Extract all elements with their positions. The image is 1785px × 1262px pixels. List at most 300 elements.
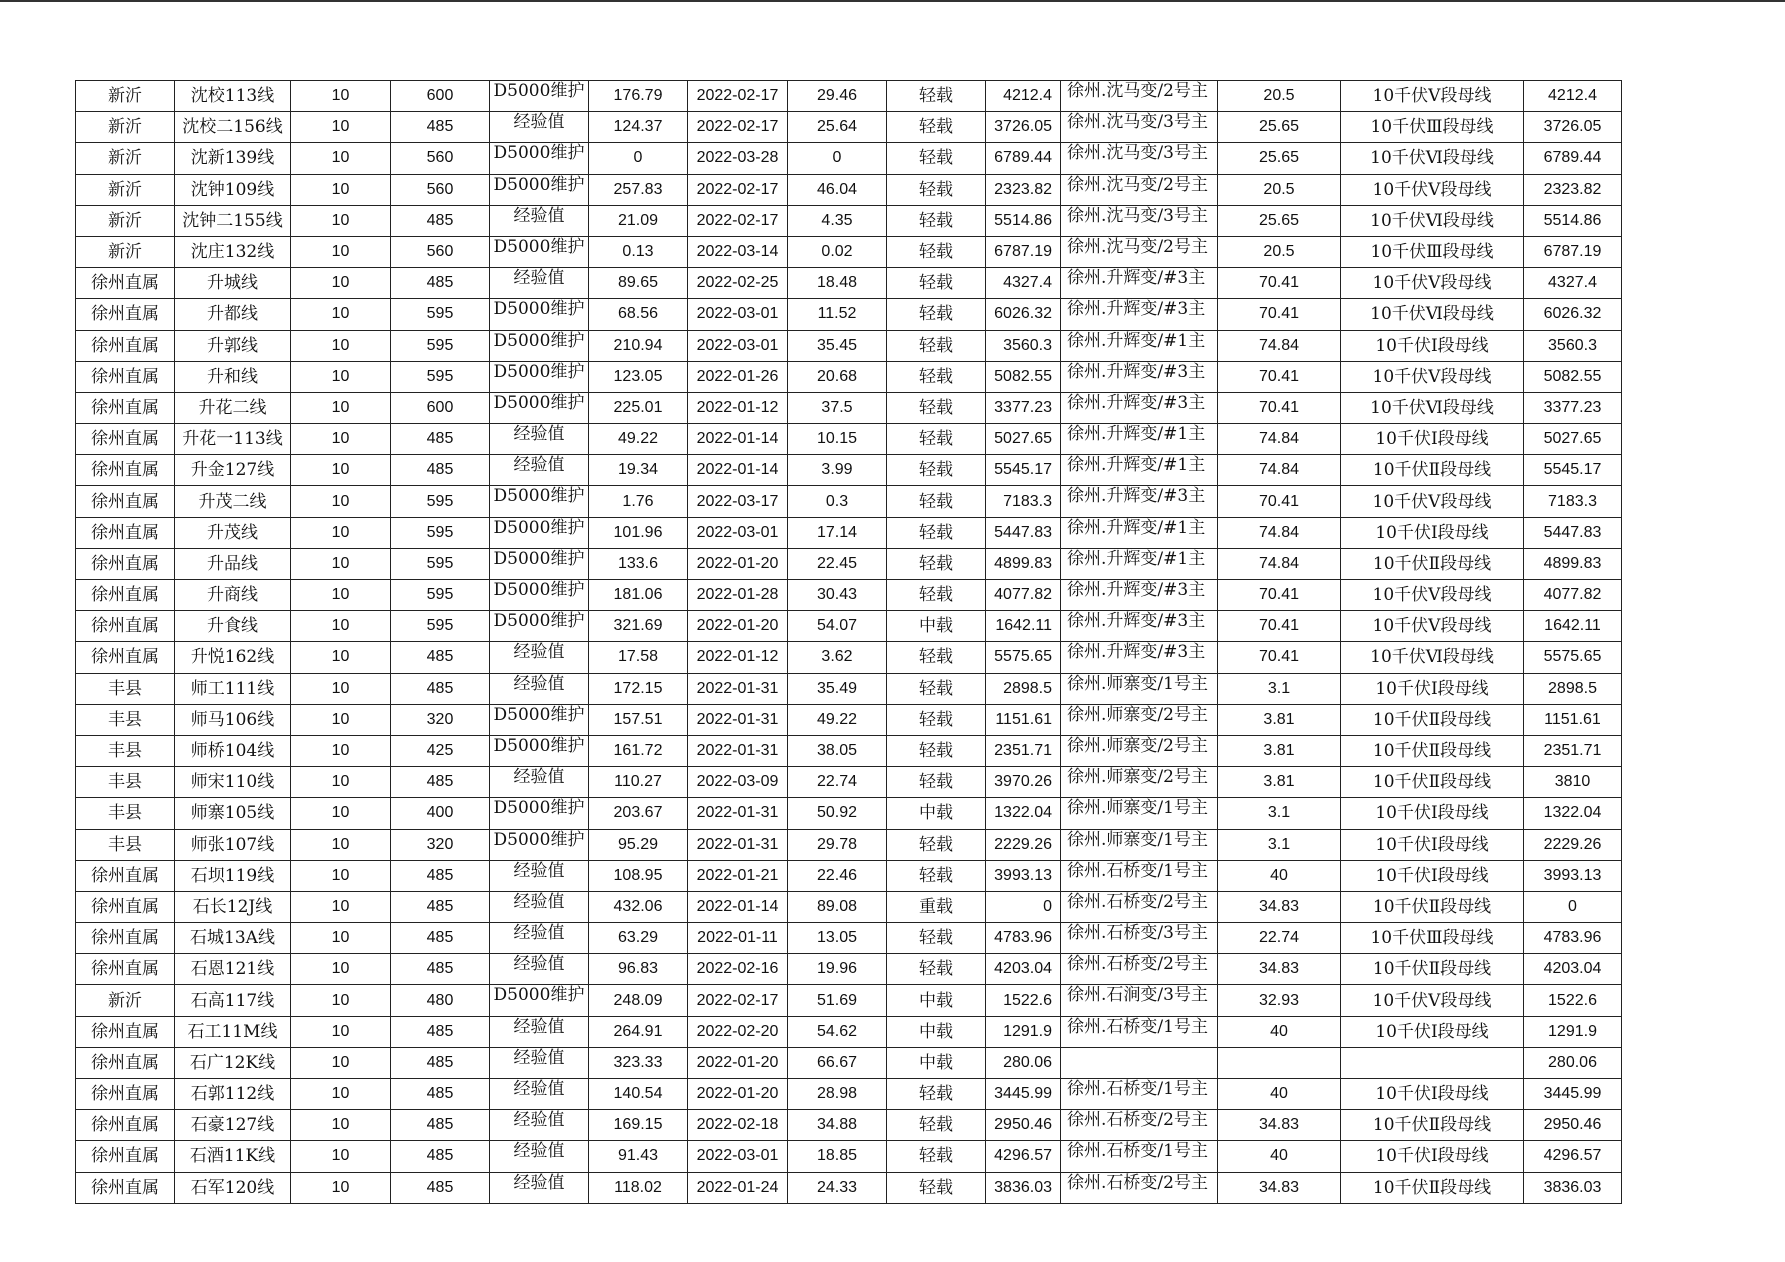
remaining-capacity-cell: 3377.23 — [986, 392, 1061, 423]
line-name-cell: 石广12K线 — [175, 1047, 291, 1078]
transformer-load-cell: 34.83 — [1218, 954, 1341, 985]
current-value-cell: 176.79 — [589, 81, 688, 112]
table-row — [76, 174, 1622, 205]
transformer-load-cell: 74.84 — [1218, 517, 1341, 548]
available-capacity-cell: 4899.83 — [1524, 548, 1622, 579]
rated-current-cell: 595 — [391, 611, 490, 642]
substation-transformer-cell: 徐州.沈马变/3号主 — [1061, 143, 1218, 174]
date-cell: 2022-02-17 — [688, 81, 788, 112]
rated-current-cell: 485 — [391, 1172, 490, 1203]
remaining-capacity-cell: 6026.32 — [986, 299, 1061, 330]
load-status-cell: 轻载 — [887, 486, 986, 517]
load-status-cell: 轻载 — [887, 580, 986, 611]
current-value-cell: 91.43 — [589, 1141, 688, 1172]
load-rate-cell: 13.05 — [788, 923, 887, 954]
transformer-load-cell: 34.83 — [1218, 1110, 1341, 1141]
transformer-load-cell: 34.83 — [1218, 1172, 1341, 1203]
remaining-capacity-cell: 4327.4 — [986, 268, 1061, 299]
busbar-cell: 10千伏Ⅲ段母线 — [1341, 923, 1524, 954]
busbar-cell: 10千伏Ⅱ段母线 — [1341, 1110, 1524, 1141]
rated-current-cell: 485 — [391, 1110, 490, 1141]
busbar-cell: 10千伏Ⅰ段母线 — [1341, 673, 1524, 704]
remaining-capacity-cell: 1151.61 — [986, 704, 1061, 735]
load-rate-cell: 3.62 — [788, 642, 887, 673]
transformer-load-cell: 3.81 — [1218, 704, 1341, 735]
line-name-cell: 升茂线 — [175, 517, 291, 548]
transformer-load-cell: 20.5 — [1218, 236, 1341, 267]
busbar-cell: 10千伏Ⅱ段母线 — [1341, 954, 1524, 985]
line-name-cell: 沈庄132线 — [175, 236, 291, 267]
voltage-cell: 10 — [291, 735, 391, 766]
company-cell: 徐州直属 — [76, 891, 175, 922]
voltage-cell: 10 — [291, 1016, 391, 1047]
remaining-capacity-cell: 2351.71 — [986, 735, 1061, 766]
busbar-cell: 10千伏Ⅴ段母线 — [1341, 81, 1524, 112]
voltage-cell: 10 — [291, 548, 391, 579]
source-type-cell: 经验值 — [490, 1016, 589, 1047]
remaining-capacity-cell: 3993.13 — [986, 860, 1061, 891]
table-row — [76, 1016, 1622, 1047]
substation-transformer-cell: 徐州.升辉变/#3主 — [1061, 268, 1218, 299]
voltage-cell: 10 — [291, 580, 391, 611]
busbar-cell: 10千伏Ⅱ段母线 — [1341, 1172, 1524, 1203]
busbar-cell: 10千伏Ⅱ段母线 — [1341, 455, 1524, 486]
remaining-capacity-cell: 4899.83 — [986, 548, 1061, 579]
line-name-cell: 石工11M线 — [175, 1016, 291, 1047]
substation-transformer-cell: 徐州.升辉变/#1主 — [1061, 330, 1218, 361]
table-row — [76, 517, 1622, 548]
rated-current-cell: 480 — [391, 985, 490, 1016]
table-row — [76, 486, 1622, 517]
voltage-cell: 10 — [291, 81, 391, 112]
rated-current-cell: 485 — [391, 673, 490, 704]
busbar-cell: 10千伏Ⅰ段母线 — [1341, 1141, 1524, 1172]
line-name-cell: 师桥104线 — [175, 735, 291, 766]
available-capacity-cell: 2950.46 — [1524, 1110, 1622, 1141]
remaining-capacity-cell: 4296.57 — [986, 1141, 1061, 1172]
load-status-cell: 中载 — [887, 1016, 986, 1047]
line-name-cell: 师马106线 — [175, 704, 291, 735]
busbar-cell: 10千伏Ⅵ段母线 — [1341, 205, 1524, 236]
date-cell: 2022-03-01 — [688, 517, 788, 548]
load-rate-cell: 11.52 — [788, 299, 887, 330]
source-type-cell: D5000维护 — [490, 548, 589, 579]
source-type-cell: 经验值 — [490, 455, 589, 486]
remaining-capacity-cell: 2229.26 — [986, 829, 1061, 860]
line-name-cell: 升花二线 — [175, 392, 291, 423]
table-row — [76, 143, 1622, 174]
voltage-cell: 10 — [291, 268, 391, 299]
line-name-cell: 师张107线 — [175, 829, 291, 860]
available-capacity-cell: 1322.04 — [1524, 798, 1622, 829]
company-cell: 徐州直属 — [76, 424, 175, 455]
transformer-load-cell: 40 — [1218, 1016, 1341, 1047]
date-cell: 2022-02-17 — [688, 112, 788, 143]
available-capacity-cell: 5082.55 — [1524, 361, 1622, 392]
table-row — [76, 985, 1622, 1016]
voltage-cell: 10 — [291, 1079, 391, 1110]
available-capacity-cell: 4077.82 — [1524, 580, 1622, 611]
company-cell: 徐州直属 — [76, 361, 175, 392]
date-cell: 2022-01-12 — [688, 642, 788, 673]
available-capacity-cell: 3726.05 — [1524, 112, 1622, 143]
load-rate-cell: 4.35 — [788, 205, 887, 236]
rated-current-cell: 485 — [391, 860, 490, 891]
line-name-cell: 升城线 — [175, 268, 291, 299]
voltage-cell: 10 — [291, 236, 391, 267]
source-type-cell: D5000维护 — [490, 985, 589, 1016]
load-status-cell: 轻载 — [887, 1079, 986, 1110]
table-row — [76, 361, 1622, 392]
remaining-capacity-cell: 4077.82 — [986, 580, 1061, 611]
source-type-cell: D5000维护 — [490, 392, 589, 423]
date-cell: 2022-01-31 — [688, 829, 788, 860]
voltage-cell: 10 — [291, 330, 391, 361]
table-row — [76, 735, 1622, 766]
load-rate-cell: 19.96 — [788, 954, 887, 985]
transformer-load-cell: 70.41 — [1218, 611, 1341, 642]
substation-transformer-cell: 徐州.沈马变/3号主 — [1061, 112, 1218, 143]
rated-current-cell: 485 — [391, 1016, 490, 1047]
transformer-load-cell: 70.41 — [1218, 642, 1341, 673]
substation-transformer-cell: 徐州.沈马变/3号主 — [1061, 205, 1218, 236]
rated-current-cell: 595 — [391, 580, 490, 611]
substation-transformer-cell: 徐州.升辉变/#3主 — [1061, 580, 1218, 611]
current-value-cell: 1.76 — [589, 486, 688, 517]
source-type-cell: 经验值 — [490, 923, 589, 954]
voltage-cell: 10 — [291, 923, 391, 954]
busbar-cell: 10千伏Ⅴ段母线 — [1341, 486, 1524, 517]
company-cell: 徐州直属 — [76, 517, 175, 548]
company-cell: 徐州直属 — [76, 642, 175, 673]
busbar-cell: 10千伏Ⅴ段母线 — [1341, 580, 1524, 611]
remaining-capacity-cell: 6789.44 — [986, 143, 1061, 174]
transformer-load-cell: 32.93 — [1218, 985, 1341, 1016]
current-value-cell: 203.67 — [589, 798, 688, 829]
current-value-cell: 89.65 — [589, 268, 688, 299]
voltage-cell: 10 — [291, 424, 391, 455]
transformer-load-cell: 40 — [1218, 860, 1341, 891]
remaining-capacity-cell: 5514.86 — [986, 205, 1061, 236]
current-value-cell: 157.51 — [589, 704, 688, 735]
rated-current-cell: 600 — [391, 392, 490, 423]
current-value-cell: 0 — [589, 143, 688, 174]
table-row — [76, 829, 1622, 860]
remaining-capacity-cell: 3560.3 — [986, 330, 1061, 361]
busbar-cell: 10千伏Ⅱ段母线 — [1341, 704, 1524, 735]
table-row — [76, 1172, 1622, 1203]
substation-transformer-cell: 徐州.升辉变/#1主 — [1061, 548, 1218, 579]
voltage-cell: 10 — [291, 798, 391, 829]
load-rate-cell: 46.04 — [788, 174, 887, 205]
company-cell: 徐州直属 — [76, 1141, 175, 1172]
source-type-cell: 经验值 — [490, 1172, 589, 1203]
table-row — [76, 891, 1622, 922]
transformer-load-cell: 70.41 — [1218, 361, 1341, 392]
rated-current-cell: 485 — [391, 112, 490, 143]
line-name-cell: 升悦162线 — [175, 642, 291, 673]
load-status-cell: 轻载 — [887, 424, 986, 455]
busbar-cell: 10千伏Ⅴ段母线 — [1341, 361, 1524, 392]
rated-current-cell: 595 — [391, 299, 490, 330]
current-value-cell: 101.96 — [589, 517, 688, 548]
rated-current-cell: 400 — [391, 798, 490, 829]
company-cell: 丰县 — [76, 829, 175, 860]
rated-current-cell: 485 — [391, 455, 490, 486]
substation-transformer-cell: 徐州.石桥变/2号主 — [1061, 1110, 1218, 1141]
company-cell: 丰县 — [76, 704, 175, 735]
load-status-cell: 轻载 — [887, 1110, 986, 1141]
rated-current-cell: 485 — [391, 424, 490, 455]
remaining-capacity-cell: 3836.03 — [986, 1172, 1061, 1203]
load-rate-cell: 54.07 — [788, 611, 887, 642]
table-row — [76, 954, 1622, 985]
current-value-cell: 17.58 — [589, 642, 688, 673]
substation-transformer-cell — [1061, 1047, 1218, 1078]
substation-transformer-cell: 徐州.沈马变/2号主 — [1061, 81, 1218, 112]
load-rate-cell: 54.62 — [788, 1016, 887, 1047]
load-status-cell: 轻载 — [887, 735, 986, 766]
busbar-cell: 10千伏Ⅰ段母线 — [1341, 829, 1524, 860]
busbar-cell: 10千伏Ⅰ段母线 — [1341, 798, 1524, 829]
date-cell: 2022-01-21 — [688, 860, 788, 891]
load-rate-cell: 38.05 — [788, 735, 887, 766]
rated-current-cell: 595 — [391, 361, 490, 392]
voltage-cell: 10 — [291, 143, 391, 174]
available-capacity-cell: 6787.19 — [1524, 236, 1622, 267]
source-type-cell: 经验值 — [490, 954, 589, 985]
rated-current-cell: 560 — [391, 236, 490, 267]
company-cell: 新沂 — [76, 236, 175, 267]
load-status-cell: 轻载 — [887, 299, 986, 330]
substation-transformer-cell: 徐州.升辉变/#3主 — [1061, 392, 1218, 423]
rated-current-cell: 560 — [391, 174, 490, 205]
remaining-capacity-cell: 5082.55 — [986, 361, 1061, 392]
rated-current-cell: 595 — [391, 548, 490, 579]
busbar-cell: 10千伏Ⅱ段母线 — [1341, 735, 1524, 766]
load-rate-cell: 0 — [788, 143, 887, 174]
transformer-load-cell: 70.41 — [1218, 486, 1341, 517]
current-value-cell: 0.13 — [589, 236, 688, 267]
source-type-cell: 经验值 — [490, 112, 589, 143]
table-row — [76, 798, 1622, 829]
current-value-cell: 181.06 — [589, 580, 688, 611]
load-rate-cell: 17.14 — [788, 517, 887, 548]
available-capacity-cell: 5447.83 — [1524, 517, 1622, 548]
load-status-cell: 轻载 — [887, 548, 986, 579]
busbar-cell: 10千伏Ⅴ段母线 — [1341, 174, 1524, 205]
source-type-cell: 经验值 — [490, 767, 589, 798]
available-capacity-cell: 280.06 — [1524, 1047, 1622, 1078]
transformer-load-cell: 74.84 — [1218, 455, 1341, 486]
busbar-cell: 10千伏Ⅰ段母线 — [1341, 860, 1524, 891]
transformer-load-cell: 40 — [1218, 1141, 1341, 1172]
company-cell: 新沂 — [76, 174, 175, 205]
date-cell: 2022-01-14 — [688, 424, 788, 455]
busbar-cell: 10千伏Ⅲ段母线 — [1341, 112, 1524, 143]
remaining-capacity-cell: 1322.04 — [986, 798, 1061, 829]
date-cell: 2022-03-17 — [688, 486, 788, 517]
source-type-cell: D5000维护 — [490, 361, 589, 392]
source-type-cell: D5000维护 — [490, 81, 589, 112]
date-cell: 2022-01-24 — [688, 1172, 788, 1203]
source-type-cell: 经验值 — [490, 424, 589, 455]
date-cell: 2022-02-16 — [688, 954, 788, 985]
load-status-cell: 中载 — [887, 1047, 986, 1078]
source-type-cell: 经验值 — [490, 673, 589, 704]
current-value-cell: 248.09 — [589, 985, 688, 1016]
current-value-cell: 19.34 — [589, 455, 688, 486]
available-capacity-cell: 4327.4 — [1524, 268, 1622, 299]
available-capacity-cell: 4296.57 — [1524, 1141, 1622, 1172]
line-name-cell: 石豪127线 — [175, 1110, 291, 1141]
date-cell: 2022-03-01 — [688, 330, 788, 361]
date-cell: 2022-01-12 — [688, 392, 788, 423]
source-type-cell: D5000维护 — [490, 486, 589, 517]
load-rate-cell: 20.68 — [788, 361, 887, 392]
available-capacity-cell: 4203.04 — [1524, 954, 1622, 985]
table-row — [76, 767, 1622, 798]
line-name-cell: 升品线 — [175, 548, 291, 579]
table-row — [76, 1047, 1622, 1078]
voltage-cell: 10 — [291, 174, 391, 205]
busbar-cell: 10千伏Ⅱ段母线 — [1341, 891, 1524, 922]
load-status-cell: 轻载 — [887, 330, 986, 361]
load-rate-cell: 66.67 — [788, 1047, 887, 1078]
rated-current-cell: 600 — [391, 81, 490, 112]
substation-transformer-cell: 徐州.师寨变/1号主 — [1061, 798, 1218, 829]
line-name-cell: 升都线 — [175, 299, 291, 330]
source-type-cell: 经验值 — [490, 891, 589, 922]
rated-current-cell: 485 — [391, 205, 490, 236]
remaining-capacity-cell: 1291.9 — [986, 1016, 1061, 1047]
date-cell: 2022-01-20 — [688, 1047, 788, 1078]
company-cell: 徐州直属 — [76, 268, 175, 299]
line-name-cell: 升茂二线 — [175, 486, 291, 517]
source-type-cell: D5000维护 — [490, 330, 589, 361]
voltage-cell: 10 — [291, 455, 391, 486]
load-status-cell: 中载 — [887, 611, 986, 642]
source-type-cell: 经验值 — [490, 268, 589, 299]
substation-transformer-cell: 徐州.师寨变/1号主 — [1061, 829, 1218, 860]
page-top-border — [0, 0, 1785, 2]
current-value-cell: 68.56 — [589, 299, 688, 330]
busbar-cell: 10千伏Ⅵ段母线 — [1341, 392, 1524, 423]
current-value-cell: 161.72 — [589, 735, 688, 766]
date-cell: 2022-01-20 — [688, 1079, 788, 1110]
line-name-cell: 石恩121线 — [175, 954, 291, 985]
available-capacity-cell: 3445.99 — [1524, 1079, 1622, 1110]
date-cell: 2022-01-31 — [688, 798, 788, 829]
voltage-cell: 10 — [291, 1047, 391, 1078]
rated-current-cell: 485 — [391, 1047, 490, 1078]
company-cell: 徐州直属 — [76, 1016, 175, 1047]
substation-transformer-cell: 徐州.师寨变/2号主 — [1061, 767, 1218, 798]
table-row — [76, 704, 1622, 735]
transformer-load-cell: 25.65 — [1218, 205, 1341, 236]
company-cell: 徐州直属 — [76, 1079, 175, 1110]
load-rate-cell: 22.74 — [788, 767, 887, 798]
transformer-load-cell: 70.41 — [1218, 580, 1341, 611]
voltage-cell: 10 — [291, 1110, 391, 1141]
substation-transformer-cell: 徐州.师寨变/1号主 — [1061, 673, 1218, 704]
line-name-cell: 石郭112线 — [175, 1079, 291, 1110]
substation-transformer-cell: 徐州.石涧变/3号主 — [1061, 985, 1218, 1016]
source-type-cell: D5000维护 — [490, 611, 589, 642]
table-row — [76, 424, 1622, 455]
table-row — [76, 611, 1622, 642]
line-name-cell: 沈钟二155线 — [175, 205, 291, 236]
load-rate-cell: 30.43 — [788, 580, 887, 611]
remaining-capacity-cell: 4783.96 — [986, 923, 1061, 954]
voltage-cell: 10 — [291, 985, 391, 1016]
rated-current-cell: 485 — [391, 767, 490, 798]
substation-transformer-cell: 徐州.升辉变/#3主 — [1061, 486, 1218, 517]
line-name-cell: 升和线 — [175, 361, 291, 392]
source-type-cell: 经验值 — [490, 1079, 589, 1110]
available-capacity-cell: 2898.5 — [1524, 673, 1622, 704]
voltage-cell: 10 — [291, 704, 391, 735]
date-cell: 2022-01-20 — [688, 548, 788, 579]
transformer-load-cell: 3.81 — [1218, 735, 1341, 766]
current-value-cell: 133.6 — [589, 548, 688, 579]
line-name-cell: 沈新139线 — [175, 143, 291, 174]
line-name-cell: 石高117线 — [175, 985, 291, 1016]
load-rate-cell: 49.22 — [788, 704, 887, 735]
current-value-cell: 118.02 — [589, 1172, 688, 1203]
date-cell: 2022-02-17 — [688, 985, 788, 1016]
table-row — [76, 860, 1622, 891]
source-type-cell: D5000维护 — [490, 735, 589, 766]
busbar-cell — [1341, 1047, 1524, 1078]
remaining-capacity-cell: 5447.83 — [986, 517, 1061, 548]
company-cell: 徐州直属 — [76, 1110, 175, 1141]
source-type-cell: D5000维护 — [490, 798, 589, 829]
company-cell: 新沂 — [76, 112, 175, 143]
available-capacity-cell: 5027.65 — [1524, 424, 1622, 455]
load-status-cell: 轻载 — [887, 860, 986, 891]
table-row — [76, 1141, 1622, 1172]
load-status-cell: 轻载 — [887, 923, 986, 954]
voltage-cell: 10 — [291, 392, 391, 423]
current-value-cell: 108.95 — [589, 860, 688, 891]
line-name-cell: 石长12J线 — [175, 891, 291, 922]
transformer-load-cell: 22.74 — [1218, 923, 1341, 954]
transformer-load-cell: 3.81 — [1218, 767, 1341, 798]
available-capacity-cell: 2323.82 — [1524, 174, 1622, 205]
date-cell: 2022-03-01 — [688, 1141, 788, 1172]
line-load-table — [75, 80, 1622, 1204]
transformer-load-cell: 40 — [1218, 1079, 1341, 1110]
transformer-load-cell: 3.1 — [1218, 798, 1341, 829]
voltage-cell: 10 — [291, 205, 391, 236]
available-capacity-cell: 2351.71 — [1524, 735, 1622, 766]
available-capacity-cell: 3377.23 — [1524, 392, 1622, 423]
company-cell: 徐州直属 — [76, 954, 175, 985]
load-status-cell: 轻载 — [887, 704, 986, 735]
load-rate-cell: 0.3 — [788, 486, 887, 517]
available-capacity-cell: 2229.26 — [1524, 829, 1622, 860]
voltage-cell: 10 — [291, 891, 391, 922]
source-type-cell: 经验值 — [490, 205, 589, 236]
load-status-cell: 中载 — [887, 798, 986, 829]
load-rate-cell: 28.98 — [788, 1079, 887, 1110]
current-value-cell: 110.27 — [589, 767, 688, 798]
load-rate-cell: 37.5 — [788, 392, 887, 423]
current-value-cell: 432.06 — [589, 891, 688, 922]
substation-transformer-cell: 徐州.石桥变/1号主 — [1061, 860, 1218, 891]
line-name-cell: 石军120线 — [175, 1172, 291, 1203]
